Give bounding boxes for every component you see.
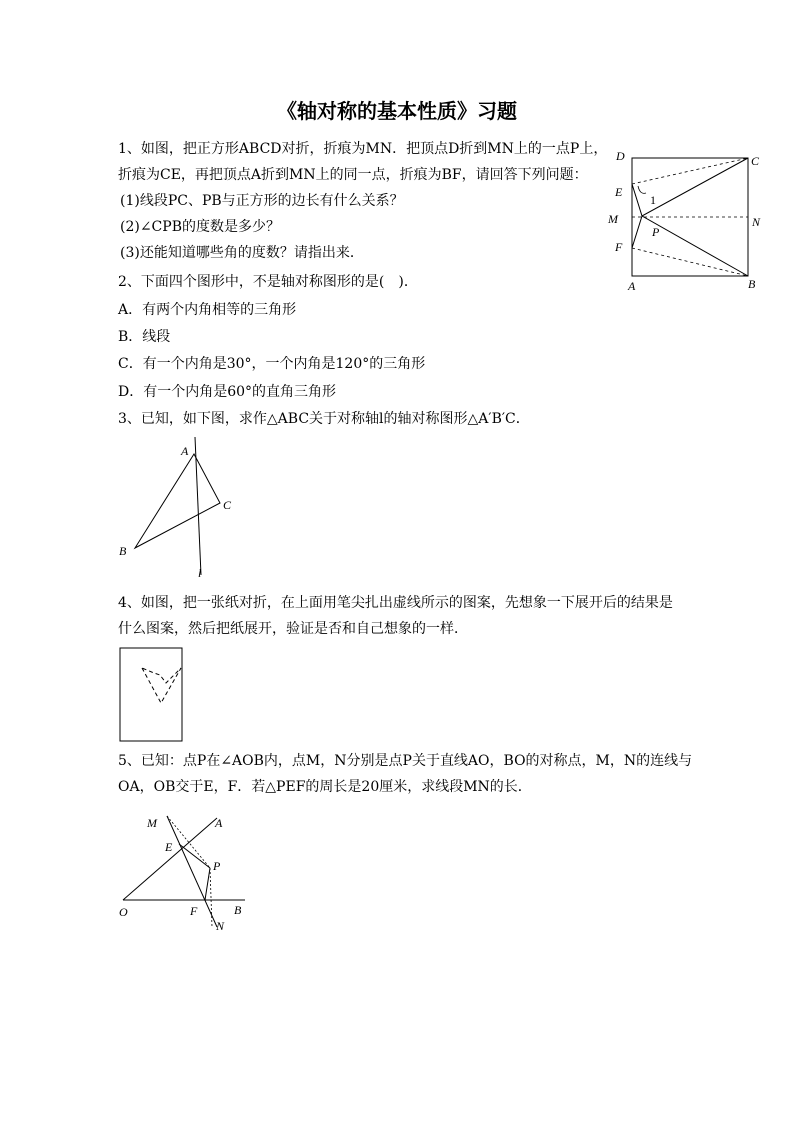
folded-edge-fpb bbox=[632, 216, 748, 276]
dashed-pn bbox=[210, 868, 212, 927]
q2-stem: 2、下面四个图形中，不是轴对称图形的是( )． bbox=[118, 274, 418, 290]
label-A: A bbox=[181, 444, 189, 458]
label-P: P bbox=[652, 225, 660, 239]
label-O: O bbox=[119, 905, 128, 919]
q1-sub2: (2)∠CPB的度数是多少？ bbox=[120, 219, 280, 235]
angle-mark-1 bbox=[638, 186, 646, 193]
label-B: B bbox=[234, 903, 242, 917]
label-C: C bbox=[751, 154, 760, 168]
label-A: A bbox=[215, 816, 223, 830]
dashed-mp bbox=[167, 816, 210, 868]
label-P: P bbox=[213, 859, 221, 873]
q4-folded-paper-figure bbox=[118, 647, 188, 745]
folded-edge-epc bbox=[632, 158, 748, 216]
label-E: E bbox=[165, 840, 173, 854]
folded-paper bbox=[120, 648, 182, 741]
q1-sub3: (3)还能知道哪些角的度数？请指出来． bbox=[120, 245, 364, 261]
label-M: M bbox=[147, 816, 157, 830]
label-F: F bbox=[615, 240, 623, 254]
q3-triangle-figure bbox=[115, 435, 245, 580]
label-E: E bbox=[615, 185, 623, 199]
label-B: B bbox=[748, 277, 756, 291]
label-M: M bbox=[608, 212, 618, 226]
q1-sub1: (1)线段PC、PB与正方形的边长有什么关系？ bbox=[120, 193, 404, 209]
q2-option-d: D．有一个内角是60°的直角三角形 bbox=[118, 384, 337, 400]
q1-line2: 折痕为CE，再把顶点A折到MN上的同一点，折痕为BF，请回答下列问题： bbox=[118, 167, 588, 183]
segment-pe bbox=[179, 844, 210, 868]
page-title: 《轴对称的基本性质》习题 bbox=[277, 99, 517, 123]
q2-option-c: C．有一个内角是30°，一个内角是120°的三角形 bbox=[118, 356, 426, 372]
q2-option-b: B．线段 bbox=[118, 329, 171, 345]
q1-square-figure bbox=[608, 148, 768, 298]
label-C: C bbox=[223, 498, 232, 512]
label-B: B bbox=[119, 544, 127, 558]
label-l: l bbox=[198, 566, 202, 580]
crease-bf bbox=[632, 248, 748, 276]
dashed-pattern bbox=[142, 668, 181, 703]
label-F: F bbox=[190, 904, 198, 918]
q5-line2: OA，OB交于E，F．若△PEF的周长是20厘米，求线段MN的长． bbox=[118, 779, 532, 795]
segment-pf bbox=[205, 868, 210, 900]
crease-ce bbox=[632, 158, 748, 184]
label-N: N bbox=[752, 215, 761, 229]
label-N: N bbox=[216, 919, 225, 933]
q3-stem: 3、已知，如下图，求作△ABC关于对称轴l的轴对称图形△A′B′C． bbox=[118, 411, 530, 427]
q2-option-a: A．有两个内角相等的三角形 bbox=[118, 302, 297, 318]
q5-line1: 5、已知：点P在∠AOB内，点M，N分别是点P关于直线AO，BO的对称点，M，N的连线与 bbox=[118, 753, 693, 769]
q4-line1: 4、如图，把一张纸对折，在上面用笔尖扎出虚线所示的图案，先想象一下展开后的结果是 bbox=[118, 595, 673, 611]
q4-line2: 什么图案，然后把纸展开，验证是否和自己想象的一样． bbox=[118, 621, 468, 637]
label-A: A bbox=[628, 279, 636, 293]
label-angle-1: 1 bbox=[650, 193, 656, 207]
triangle-abc bbox=[135, 454, 220, 548]
q1-line1: 1、如图，把正方形ABCD对折，折痕为MN．把顶点D折到MN上的一点P上， bbox=[118, 141, 608, 157]
label-D: D bbox=[616, 149, 625, 163]
q5-angle-figure bbox=[115, 808, 255, 936]
